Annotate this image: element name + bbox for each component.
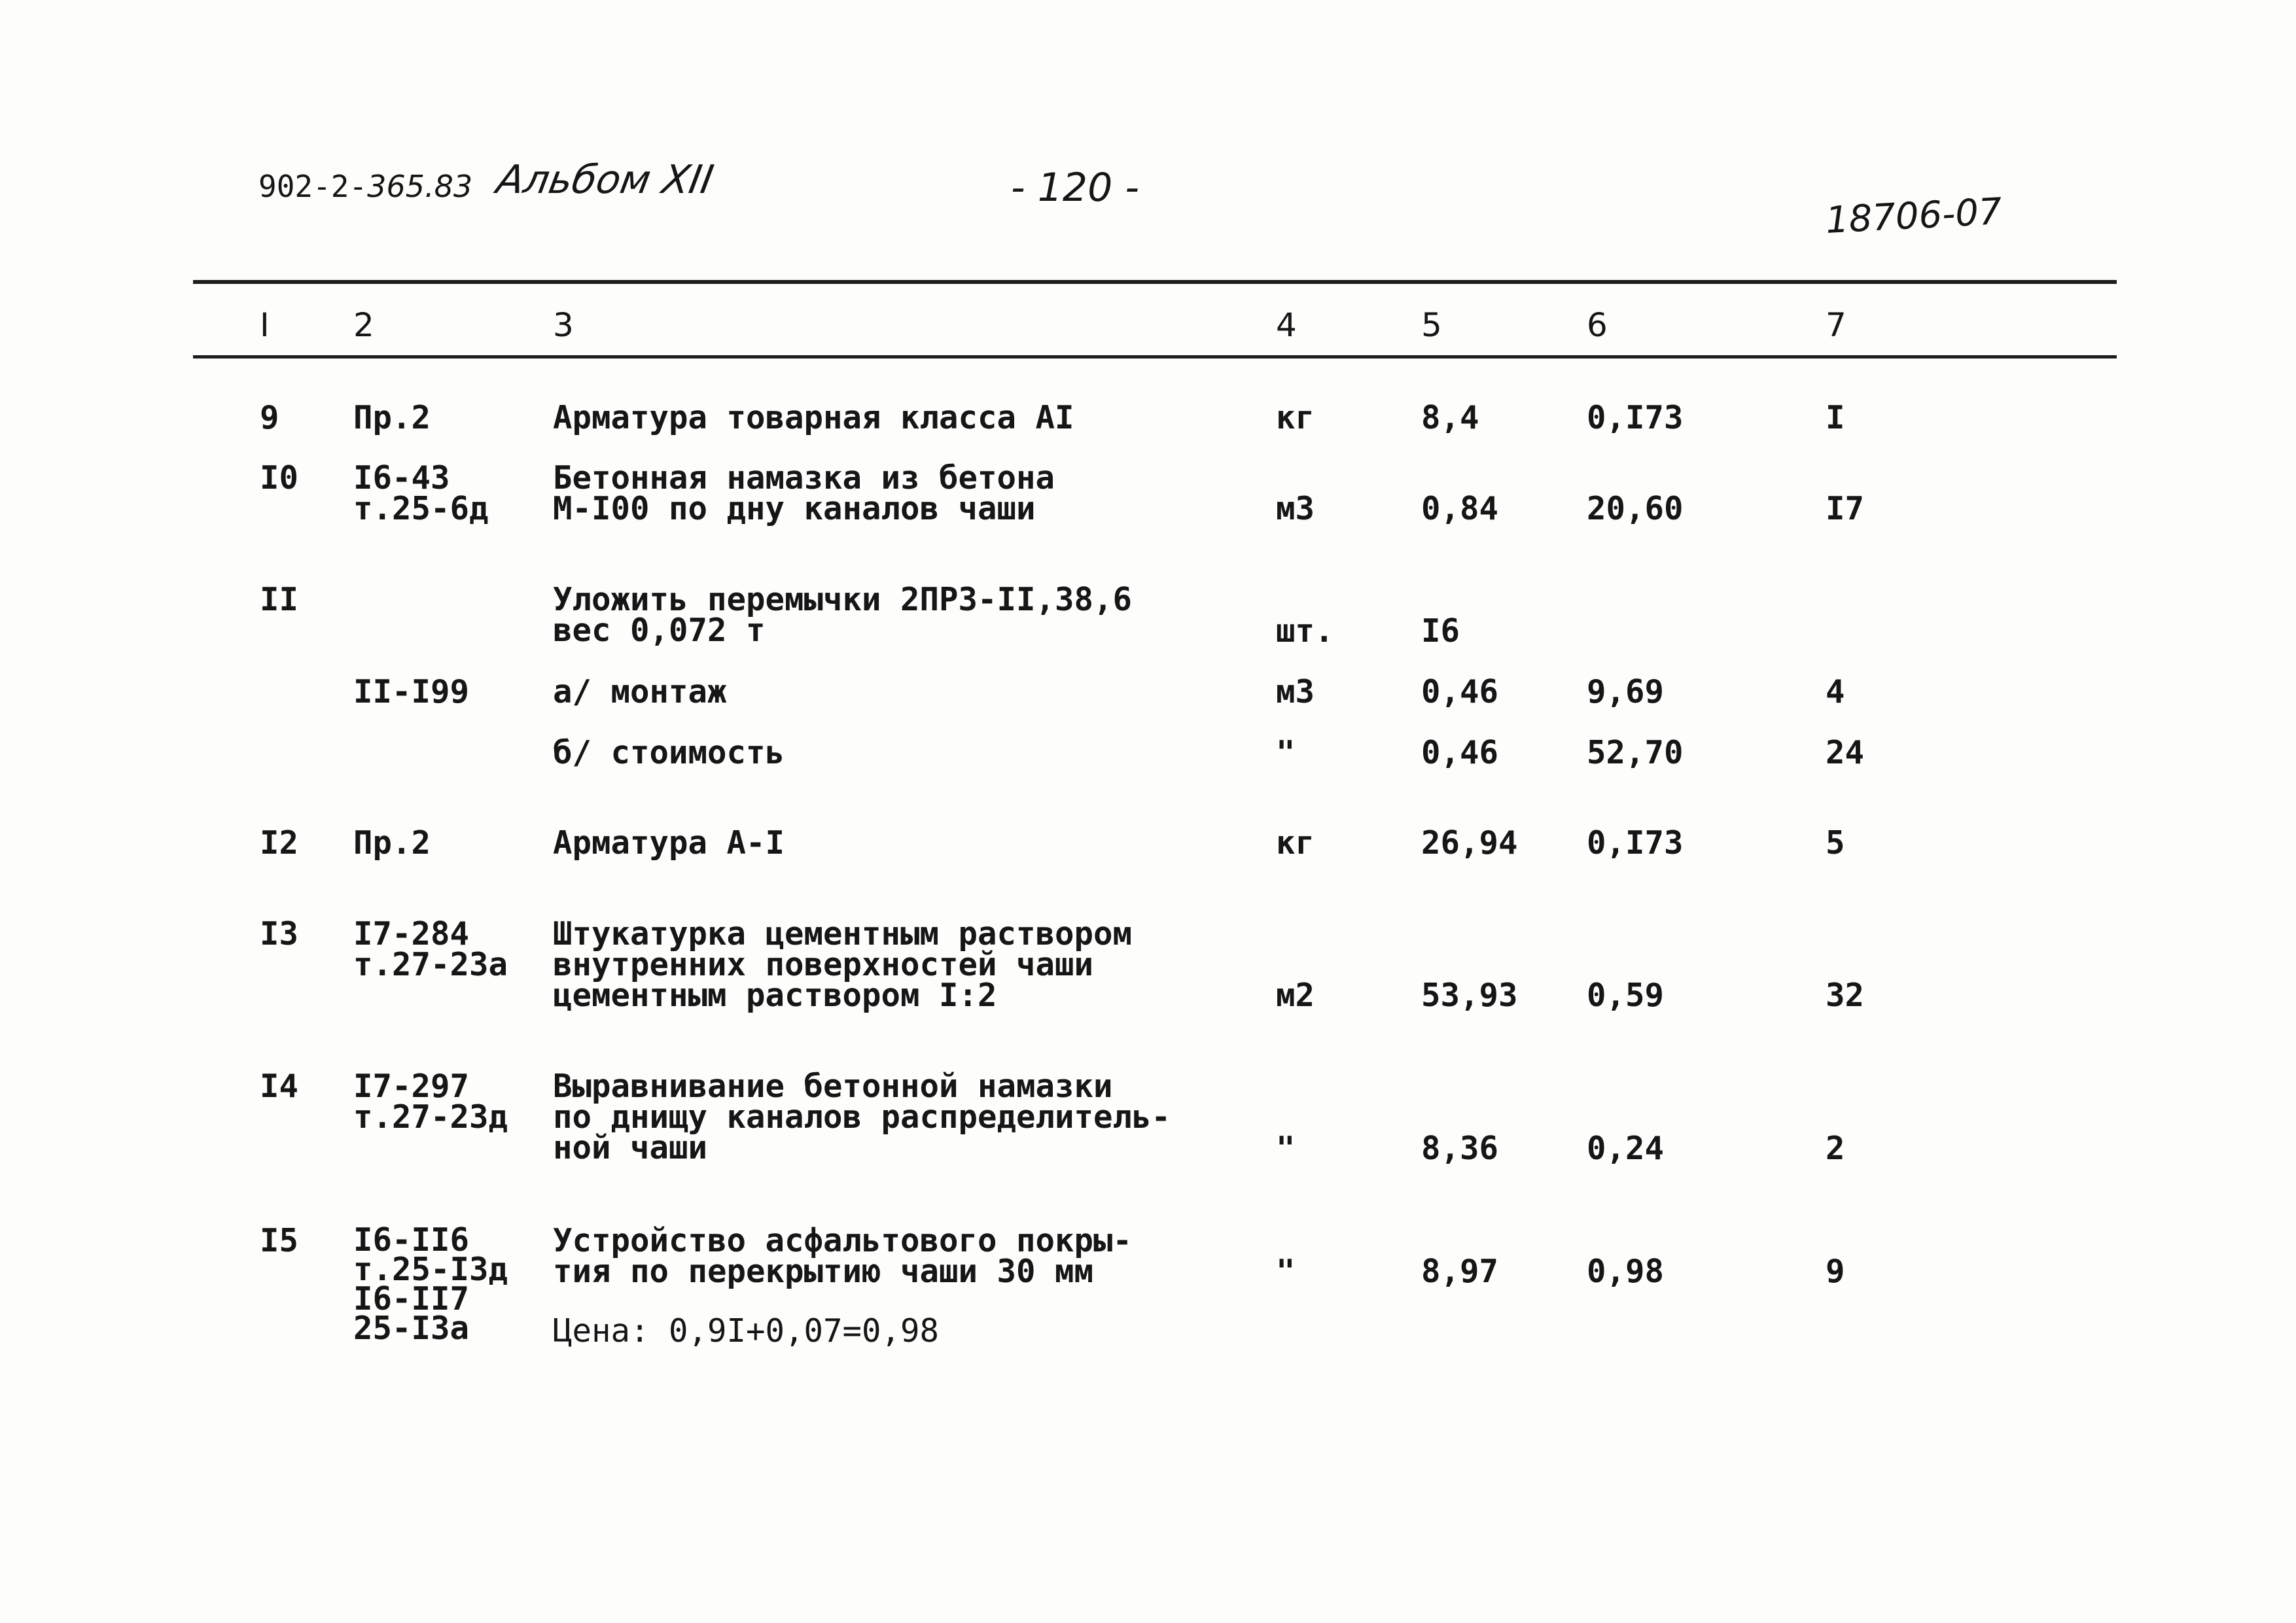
norm-code: II-I99 xyxy=(353,673,470,710)
work-description: Арматура А-I xyxy=(553,824,785,862)
row-number: 9 xyxy=(260,399,279,436)
norm-code-line: т.25-6д xyxy=(353,490,489,527)
norm-code-line: I6-II6 xyxy=(353,1221,470,1259)
quantity: 0,46 xyxy=(1421,734,1499,771)
unit: кг xyxy=(1276,824,1315,862)
norm-code xyxy=(353,459,489,527)
row-number: I3 xyxy=(260,915,299,952)
quantity: 0,84 xyxy=(1421,490,1499,527)
unit-price: 0,I73 xyxy=(1587,399,1684,436)
row-number: I2 xyxy=(260,824,299,862)
norm-code-line: I6-II7 xyxy=(353,1280,470,1318)
work-description: Арматура товарная класса АI xyxy=(553,399,1074,436)
unit-price: 0,I73 xyxy=(1587,824,1684,862)
quantity: 26,94 xyxy=(1421,824,1518,862)
description-line: М-I00 по дну каналов чаши xyxy=(553,490,1036,527)
norm-code: Пр.2 xyxy=(353,824,431,862)
norm-code-line: т.25-I3д xyxy=(353,1251,508,1288)
column-header-1: I xyxy=(260,306,270,344)
norm-code-line: т.27-23д xyxy=(353,1098,508,1136)
norm-code xyxy=(353,915,508,983)
column-header-5: 5 xyxy=(1421,306,1442,344)
work-description: б/ стоимость xyxy=(553,734,785,771)
description-line: тия по перекрытию чаши 30 мм xyxy=(553,1253,1094,1290)
column-header-2: 2 xyxy=(353,306,374,344)
norm-code-line: 25-I3а xyxy=(353,1310,470,1347)
norm-code: Пр.2 xyxy=(353,399,431,436)
description-line: цементным раствором I:2 xyxy=(553,977,997,1014)
album-label: Альбом XII xyxy=(493,157,717,203)
row-number: I5 xyxy=(260,1222,299,1259)
total: 5 xyxy=(1826,824,1845,862)
unit-price: 0,24 xyxy=(1587,1130,1665,1167)
unit-price: 0,59 xyxy=(1587,977,1665,1014)
quantity: 0,46 xyxy=(1421,673,1499,710)
total: I xyxy=(1826,399,1845,436)
unit-price: 0,98 xyxy=(1587,1253,1665,1290)
unit: м3 xyxy=(1276,490,1315,527)
description-line: Уложить перемычки 2ПР3-II,38,6 xyxy=(553,581,1133,618)
description-line: внутренних поверхностей чаши xyxy=(553,946,1094,983)
unit: " xyxy=(1276,1253,1296,1290)
description-line: вес 0,072 т xyxy=(553,612,766,649)
row-number: I4 xyxy=(260,1068,299,1105)
row-number: I0 xyxy=(260,459,299,497)
work-description xyxy=(553,1222,1133,1290)
description-line: Бетонная намазка из бетона xyxy=(553,459,1055,497)
work-description xyxy=(553,581,1133,649)
unit: " xyxy=(1276,1130,1296,1167)
table-header-rule xyxy=(193,355,2117,358)
total: 32 xyxy=(1826,977,1865,1014)
quantity: 8,97 xyxy=(1421,1253,1499,1290)
description-line: ной чаши xyxy=(553,1129,708,1166)
description-line: по днищу каналов распределитель- xyxy=(553,1098,1171,1136)
norm-code-line: т.27-23а xyxy=(353,946,508,983)
total: I7 xyxy=(1826,490,1865,527)
norm-code xyxy=(353,1221,508,1347)
quantity: 8,36 xyxy=(1421,1130,1499,1167)
norm-code-line: I7-284 xyxy=(353,915,470,952)
total: 9 xyxy=(1826,1253,1845,1290)
quantity: 53,93 xyxy=(1421,977,1518,1014)
work-description xyxy=(553,1068,1171,1166)
work-description xyxy=(553,459,1055,527)
description-line: Выравнивание бетонной намазки xyxy=(553,1068,1113,1105)
description-line: Штукатурка цементным раствором xyxy=(553,915,1133,952)
description-line: Устройство асфальтового покры- xyxy=(553,1222,1133,1259)
norm-code xyxy=(353,1068,508,1136)
unit: м3 xyxy=(1276,673,1315,710)
total: 4 xyxy=(1826,673,1845,710)
total: 24 xyxy=(1826,734,1865,771)
doc-id: 18706-07 xyxy=(1824,190,2004,243)
page-number: - 120 - xyxy=(1011,165,1139,211)
doc-number-prefix: 902-2- xyxy=(258,169,368,204)
unit-price: 20,60 xyxy=(1587,490,1684,527)
column-header-6: 6 xyxy=(1587,306,1608,344)
total: 2 xyxy=(1826,1130,1845,1167)
table-top-rule xyxy=(193,280,2117,284)
quantity: 8,4 xyxy=(1421,399,1479,436)
unit: шт. xyxy=(1276,612,1334,650)
norm-code-line: I6-43 xyxy=(353,459,450,497)
column-header-4: 4 xyxy=(1276,306,1297,344)
unit-price: 52,70 xyxy=(1587,734,1684,771)
work-description: а/ монтаж xyxy=(553,673,727,710)
column-header-3: 3 xyxy=(553,306,574,344)
row-number: II xyxy=(260,581,299,618)
price-note: Цена: 0,9I+0,07=0,98 xyxy=(553,1312,940,1350)
unit: кг xyxy=(1276,399,1315,436)
doc-number-handwritten: 365.83 xyxy=(367,169,473,204)
column-header-7: 7 xyxy=(1826,306,1846,344)
work-description xyxy=(553,915,1133,1014)
unit: м2 xyxy=(1276,977,1315,1014)
unit-price: 9,69 xyxy=(1587,673,1665,710)
quantity: I6 xyxy=(1421,612,1460,650)
doc-number xyxy=(258,169,472,204)
unit: " xyxy=(1276,734,1296,771)
norm-code-line: I7-297 xyxy=(353,1068,470,1105)
